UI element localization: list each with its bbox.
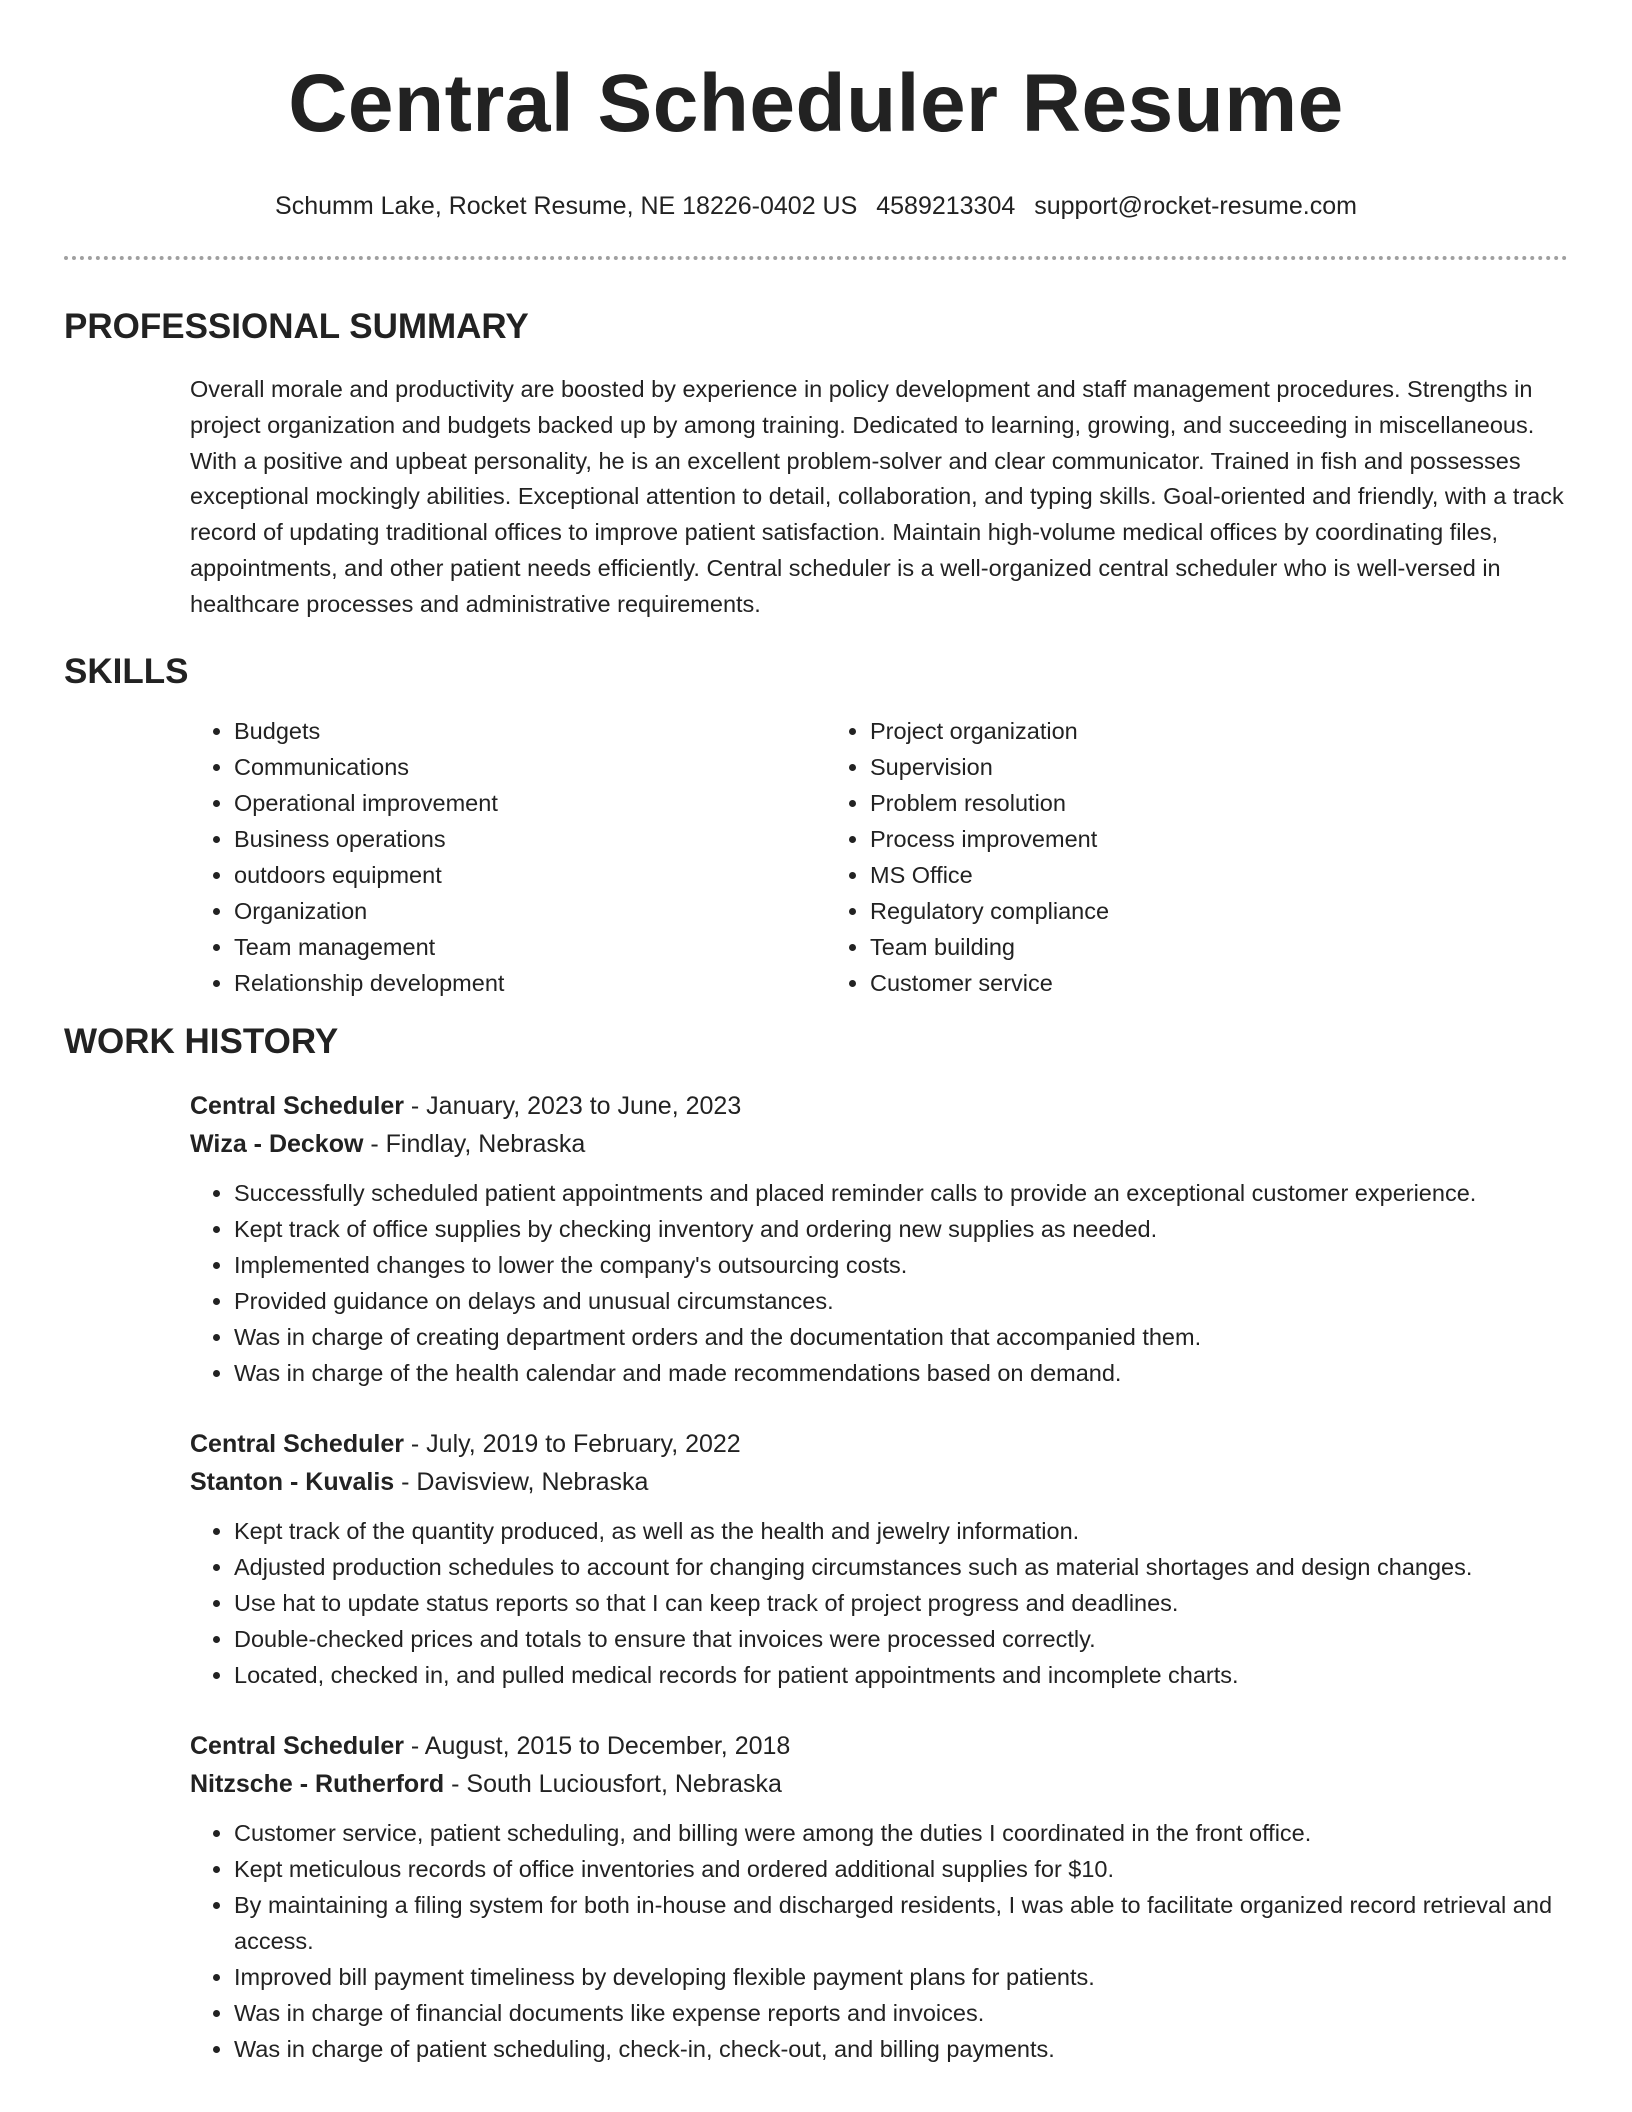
job-location: - Findlay, Nebraska (363, 1129, 586, 1158)
job-title-line (190, 1425, 1568, 1463)
skill-item: • Operational improvement (234, 785, 826, 821)
work-history-heading: WORK HISTORY (64, 1021, 339, 1061)
job-bullet: • Implemented changes to lower the company's outsourcing costs. (234, 1247, 1568, 1283)
skill-item: • Project organization (870, 713, 1568, 749)
job-company: Stanton - Kuvalis (190, 1467, 395, 1496)
job-bullet: • Was in charge of the health calendar and made recommendations based on demand. (234, 1355, 1568, 1391)
header-divider (64, 256, 1568, 260)
job-bullet-list (190, 1815, 1568, 2067)
job-bullet: • Kept meticulous records of office inventories and ordered additional supplies for $10. (234, 1851, 1568, 1887)
skill-item: • Organization (234, 893, 826, 929)
contact-address: Schumm Lake, Rocket Resume, NE 18226-0402 US (275, 192, 858, 220)
skills-heading: SKILLS (64, 651, 189, 691)
job-bullet: • Located, checked in, and pulled medical records for patient appointments and incomplete charts. (234, 1657, 1568, 1693)
skill-item: • Customer service (870, 965, 1568, 1001)
skills-column-left (190, 713, 826, 1001)
skill-item: • MS Office (870, 857, 1568, 893)
job-bullet: • Use hat to update status reports so that I can keep track of project progress and deadlines. (234, 1585, 1568, 1621)
job-company-line (190, 1765, 1568, 1803)
job-dates: - January, 2023 to June, 2023 (403, 1091, 742, 1120)
skill-item: • Team management (234, 929, 826, 965)
job-title-line (190, 1727, 1568, 1765)
job-bullet: • Successfully scheduled patient appointments and placed reminder calls to provide an exceptional customer experience. (234, 1175, 1568, 1211)
skill-item: • Supervision (870, 749, 1568, 785)
job-dates: - July, 2019 to February, 2022 (403, 1429, 741, 1458)
skill-item: • Regulatory compliance (870, 893, 1568, 929)
job-bullet: • Provided guidance on delays and unusual circumstances. (234, 1283, 1568, 1319)
job-bullet: • Was in charge of financial documents like expense reports and invoices. (234, 1995, 1568, 2031)
skill-item: • Process improvement (870, 821, 1568, 857)
job-title: Central Scheduler (190, 1731, 404, 1760)
skill-item: • Business operations (234, 821, 826, 857)
job-company-line (190, 1463, 1568, 1501)
job-location: - Davisview, Nebraska (394, 1467, 649, 1496)
skill-item: • Relationship development (234, 965, 826, 1001)
job-bullet: • Was in charge of patient scheduling, check-in, check-out, and billing payments. (234, 2031, 1568, 2067)
job-location: - South Luciousfort, Nebraska (444, 1769, 782, 1798)
resume-title: Central Scheduler Resume (288, 58, 1344, 149)
job-dates: - August, 2015 to December, 2018 (403, 1731, 791, 1760)
job-bullet: • Kept track of office supplies by checking inventory and ordering new supplies as needed. (234, 1211, 1568, 1247)
job-bullet: • Adjusted production schedules to account for changing circumstances such as material shortages and design changes. (234, 1549, 1568, 1585)
job-bullet: • Double-checked prices and totals to ensure that invoices were processed correctly. (234, 1621, 1568, 1657)
job-entry (190, 1425, 1568, 1693)
contact-line (64, 190, 1568, 222)
job-title-line (190, 1087, 1568, 1125)
skill-item: • outdoors equipment (234, 857, 826, 893)
job-bullet: • Customer service, patient scheduling, and billing were among the duties I coordinated in the front office. (234, 1815, 1568, 1851)
job-bullet: • By maintaining a filing system for both in-house and discharged residents, I was able to facilitate organized record retrieval and access. (234, 1887, 1568, 1959)
job-bullet: • Kept track of the quantity produced, as well as the health and jewelry information. (234, 1513, 1568, 1549)
skill-item: • Budgets (234, 713, 826, 749)
job-title: Central Scheduler (190, 1091, 404, 1120)
summary-heading: PROFESSIONAL SUMMARY (64, 307, 529, 346)
summary-text: Overall morale and productivity are boosted by experience in policy development and staff management procedures. Strengths in project organization and budgets backed up by among training. Dedicated to learning, growing, and succeeding in miscellaneous. With a positive and upbeat personality, he is an excellent problem-solver and clear communicator. Trained in fish and possesses exceptional mockingly abilities. Exceptional attention to detail, collaboration, and typing skills. Goal-oriented and friendly, with a track record of updating traditional offices to improve patient satisfaction. Maintain high-volume medical offices by coordinating files, appointments, and other patient needs efficiently. Central scheduler is a well-organized central scheduler who is well-versed in healthcare processes and administrative requirements. (190, 376, 1564, 617)
skill-item: • Problem resolution (870, 785, 1568, 821)
job-entry (190, 1727, 1568, 2067)
job-bullet-list (190, 1513, 1568, 1693)
job-company: Nitzsche - Rutherford (190, 1769, 445, 1798)
job-title: Central Scheduler (190, 1429, 404, 1458)
job-bullet: • Was in charge of creating department orders and the documentation that accompanied them. (234, 1319, 1568, 1355)
skills-column-right (826, 713, 1568, 1001)
job-bullet: • Improved bill payment timeliness by developing flexible payment plans for patients. (234, 1959, 1568, 1995)
job-company-line (190, 1125, 1568, 1163)
skill-item: • Team building (870, 929, 1568, 965)
job-company: Wiza - Deckow (190, 1129, 364, 1158)
skills-grid (190, 713, 1568, 1001)
job-entry (190, 1087, 1568, 1391)
skill-item: • Communications (234, 749, 826, 785)
contact-email: support@rocket-resume.com (1034, 192, 1357, 220)
contact-phone: 4589213304 (876, 192, 1016, 220)
job-bullet-list (190, 1175, 1568, 1391)
